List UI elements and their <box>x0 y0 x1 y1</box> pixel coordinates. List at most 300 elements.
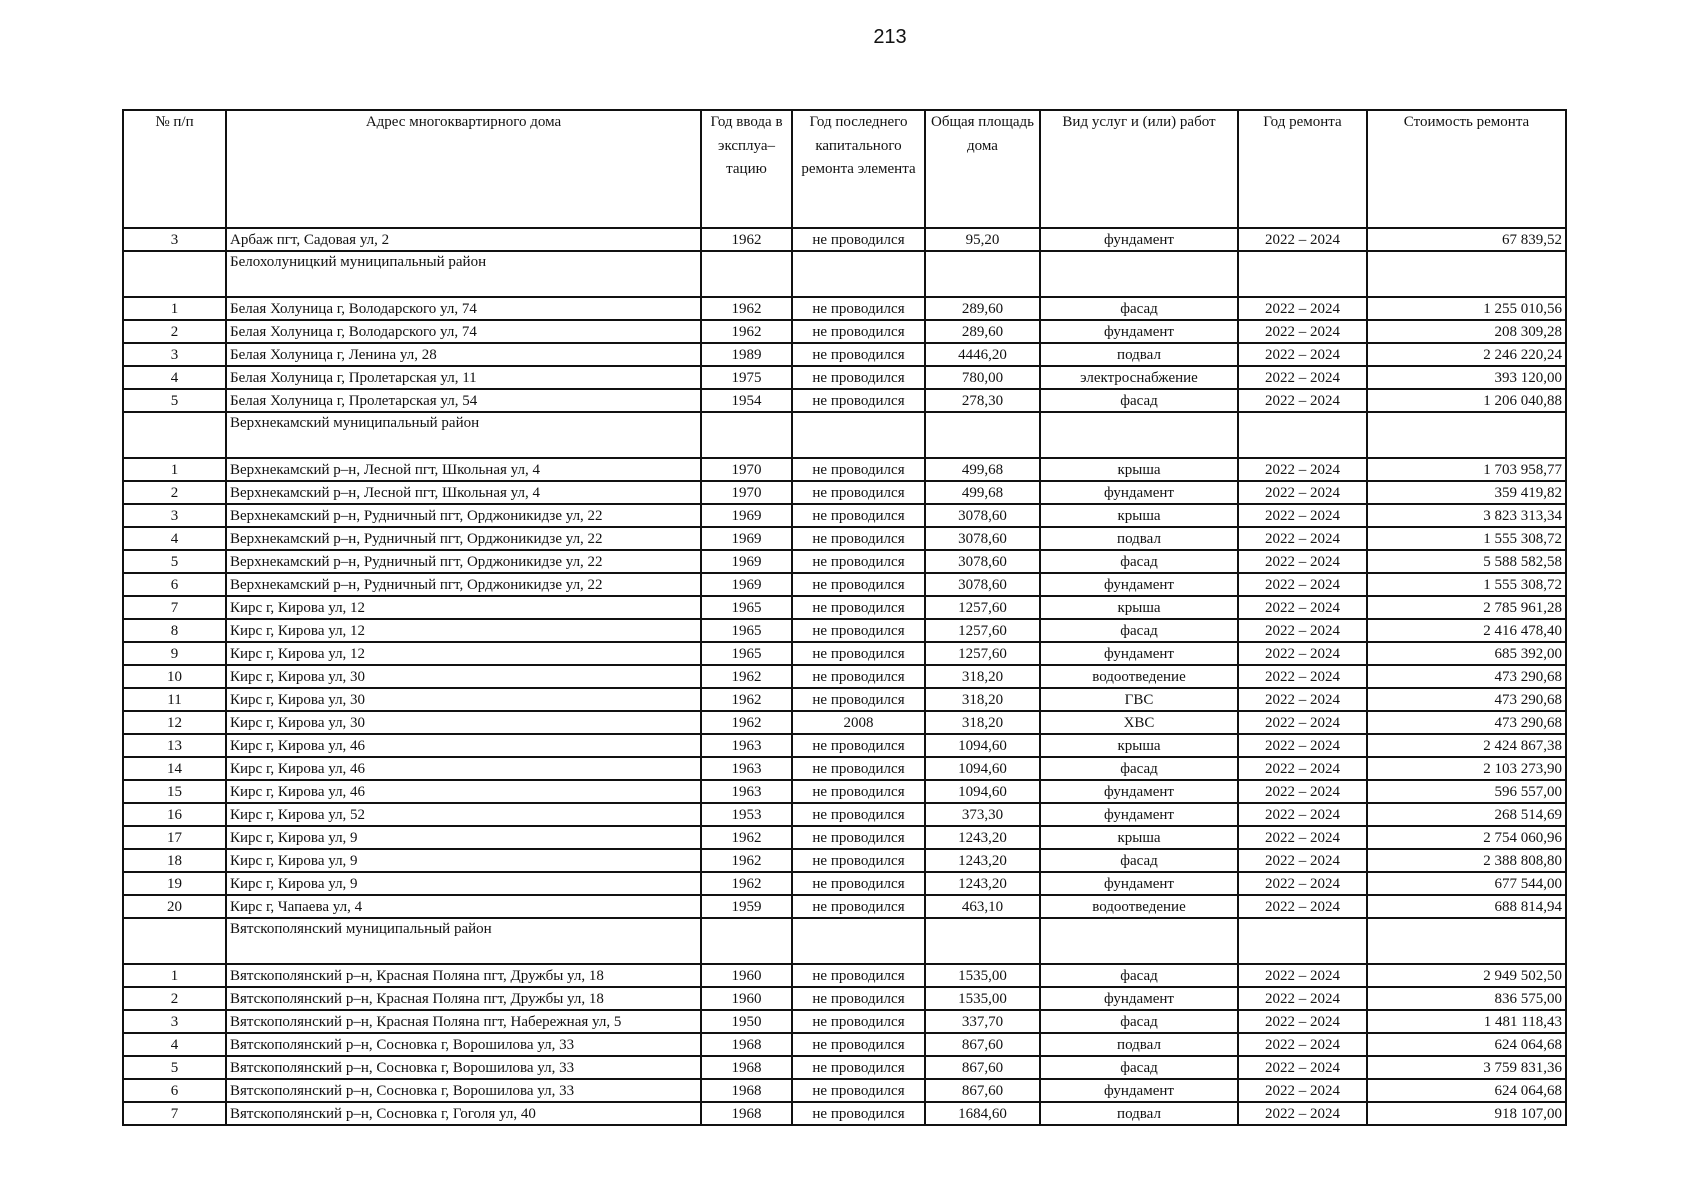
work-type-cell: фасад <box>1040 964 1238 987</box>
year-built-cell: 1963 <box>701 780 792 803</box>
row-number: 5 <box>123 1056 226 1079</box>
row-number: 8 <box>123 619 226 642</box>
area-cell: 1243,20 <box>925 872 1040 895</box>
year-built-cell: 1962 <box>701 320 792 343</box>
cost-cell: 2 103 273,90 <box>1367 757 1566 780</box>
year-built-cell: 1965 <box>701 642 792 665</box>
last-repair-cell: не проводился <box>792 1079 925 1102</box>
year-built-cell: 1969 <box>701 573 792 596</box>
row-number: 16 <box>123 803 226 826</box>
year-built-cell: 1962 <box>701 849 792 872</box>
address-cell: Кирс г, Кирова ул, 46 <box>226 780 701 803</box>
area-cell: 499,68 <box>925 458 1040 481</box>
cost-cell: 359 419,82 <box>1367 481 1566 504</box>
header-work-type: Вид услуг и (или) работ <box>1040 110 1238 228</box>
repair-period-cell: 2022 – 2024 <box>1238 688 1367 711</box>
address-cell: Вятскополянский р–н, Сосновка г, Ворошилова ул, 33 <box>226 1033 701 1056</box>
work-type-cell: подвал <box>1040 1033 1238 1056</box>
address-cell: Белая Холуница г, Пролетарская ул, 11 <box>226 366 701 389</box>
area-cell: 3078,60 <box>925 550 1040 573</box>
last-repair-cell: не проводился <box>792 642 925 665</box>
year-built-cell: 1975 <box>701 366 792 389</box>
table-row <box>123 1056 1566 1079</box>
repair-period-cell: 2022 – 2024 <box>1238 527 1367 550</box>
area-cell: 278,30 <box>925 389 1040 412</box>
repair-period-cell: 2022 – 2024 <box>1238 1102 1367 1125</box>
cost-cell: 688 814,94 <box>1367 895 1566 918</box>
empty-cell <box>701 918 792 964</box>
year-built-cell: 1960 <box>701 987 792 1010</box>
area-cell: 1094,60 <box>925 780 1040 803</box>
work-type-cell: водоотведение <box>1040 895 1238 918</box>
address-cell: Кирс г, Кирова ул, 46 <box>226 757 701 780</box>
table-row <box>123 642 1566 665</box>
year-built-cell: 1965 <box>701 619 792 642</box>
work-type-cell: фасад <box>1040 550 1238 573</box>
row-number: 15 <box>123 780 226 803</box>
address-cell: Кирс г, Кирова ул, 46 <box>226 734 701 757</box>
work-type-cell: фасад <box>1040 389 1238 412</box>
row-number: 11 <box>123 688 226 711</box>
cost-cell: 473 290,68 <box>1367 688 1566 711</box>
empty-cell <box>792 918 925 964</box>
last-repair-cell: не проводился <box>792 1010 925 1033</box>
cost-cell: 624 064,68 <box>1367 1079 1566 1102</box>
last-repair-cell: не проводился <box>792 895 925 918</box>
last-repair-cell: не проводился <box>792 481 925 504</box>
area-cell: 337,70 <box>925 1010 1040 1033</box>
last-repair-cell: не проводился <box>792 343 925 366</box>
row-number: 6 <box>123 573 226 596</box>
table-row <box>123 504 1566 527</box>
empty-cell <box>1238 251 1367 297</box>
year-built-cell: 1962 <box>701 872 792 895</box>
address-cell: Арбаж пгт, Садовая ул, 2 <box>226 228 701 251</box>
address-cell: Вятскополянский р–н, Сосновка г, Ворошилова ул, 33 <box>226 1056 701 1079</box>
year-built-cell: 1962 <box>701 711 792 734</box>
cost-cell: 67 839,52 <box>1367 228 1566 251</box>
year-built-cell: 1963 <box>701 734 792 757</box>
cost-cell: 596 557,00 <box>1367 780 1566 803</box>
empty-cell <box>1238 412 1367 458</box>
row-number: 6 <box>123 1079 226 1102</box>
district-row <box>123 251 1566 297</box>
table-row <box>123 343 1566 366</box>
area-cell: 1257,60 <box>925 642 1040 665</box>
row-number: 2 <box>123 987 226 1010</box>
table-row <box>123 228 1566 251</box>
cost-cell: 2 785 961,28 <box>1367 596 1566 619</box>
row-number: 3 <box>123 228 226 251</box>
area-cell: 4446,20 <box>925 343 1040 366</box>
cost-cell: 1 703 958,77 <box>1367 458 1566 481</box>
repair-period-cell: 2022 – 2024 <box>1238 320 1367 343</box>
last-repair-cell: не проводился <box>792 389 925 412</box>
table-row <box>123 596 1566 619</box>
address-cell: Кирс г, Кирова ул, 9 <box>226 872 701 895</box>
address-cell: Вятскополянский р–н, Сосновка г, Гоголя ул, 40 <box>226 1102 701 1125</box>
row-number: 13 <box>123 734 226 757</box>
row-number: 4 <box>123 1033 226 1056</box>
area-cell: 1535,00 <box>925 964 1040 987</box>
repair-period-cell: 2022 – 2024 <box>1238 734 1367 757</box>
table-row <box>123 987 1566 1010</box>
header-last-repair: Год последнего капитального ремонта элемента <box>792 110 925 228</box>
row-number: 12 <box>123 711 226 734</box>
empty-cell <box>1367 918 1566 964</box>
cost-cell: 3 823 313,34 <box>1367 504 1566 527</box>
work-type-cell: фасад <box>1040 297 1238 320</box>
cost-cell: 2 246 220,24 <box>1367 343 1566 366</box>
cost-cell: 685 392,00 <box>1367 642 1566 665</box>
repair-period-cell: 2022 – 2024 <box>1238 826 1367 849</box>
area-cell: 1257,60 <box>925 619 1040 642</box>
last-repair-cell: не проводился <box>792 1056 925 1079</box>
year-built-cell: 1963 <box>701 757 792 780</box>
year-built-cell: 1960 <box>701 964 792 987</box>
cost-cell: 2 949 502,50 <box>1367 964 1566 987</box>
address-cell: Верхнекамский р–н, Рудничный пгт, Орджоникидзе ул, 22 <box>226 527 701 550</box>
table-row <box>123 803 1566 826</box>
last-repair-cell: не проводился <box>792 665 925 688</box>
address-cell: Вятскополянский р–н, Красная Поляна пгт, Дружбы ул, 18 <box>226 987 701 1010</box>
area-cell: 3078,60 <box>925 573 1040 596</box>
cost-cell: 2 416 478,40 <box>1367 619 1566 642</box>
empty-cell <box>925 918 1040 964</box>
work-type-cell: фундамент <box>1040 481 1238 504</box>
table-row <box>123 573 1566 596</box>
work-type-cell: фундамент <box>1040 228 1238 251</box>
work-type-cell: фундамент <box>1040 320 1238 343</box>
table-row <box>123 366 1566 389</box>
year-built-cell: 1962 <box>701 228 792 251</box>
repair-period-cell: 2022 – 2024 <box>1238 757 1367 780</box>
address-cell: Верхнекамский р–н, Рудничный пгт, Орджоникидзе ул, 22 <box>226 573 701 596</box>
table-row <box>123 389 1566 412</box>
year-built-cell: 1969 <box>701 527 792 550</box>
area-cell: 1094,60 <box>925 734 1040 757</box>
area-cell: 499,68 <box>925 481 1040 504</box>
address-cell: Верхнекамский р–н, Рудничный пгт, Орджоникидзе ул, 22 <box>226 504 701 527</box>
address-cell: Кирс г, Кирова ул, 12 <box>226 642 701 665</box>
work-type-cell: фундамент <box>1040 872 1238 895</box>
address-cell: Белая Холуница г, Володарского ул, 74 <box>226 320 701 343</box>
empty-cell <box>701 251 792 297</box>
last-repair-cell: не проводился <box>792 596 925 619</box>
header-number: № п/п <box>123 110 226 228</box>
empty-cell <box>1040 918 1238 964</box>
work-type-cell: крыша <box>1040 458 1238 481</box>
cost-cell: 393 120,00 <box>1367 366 1566 389</box>
repair-period-cell: 2022 – 2024 <box>1238 389 1367 412</box>
empty-cell <box>1238 918 1367 964</box>
work-type-cell: фасад <box>1040 757 1238 780</box>
row-number: 5 <box>123 550 226 573</box>
last-repair-cell: не проводился <box>792 228 925 251</box>
repair-period-cell: 2022 – 2024 <box>1238 343 1367 366</box>
row-number: 19 <box>123 872 226 895</box>
area-cell: 867,60 <box>925 1056 1040 1079</box>
cost-cell: 1 555 308,72 <box>1367 573 1566 596</box>
work-type-cell: электроснабжение <box>1040 366 1238 389</box>
table-row <box>123 734 1566 757</box>
district-row <box>123 412 1566 458</box>
work-type-cell: крыша <box>1040 504 1238 527</box>
table-row <box>123 1102 1566 1125</box>
last-repair-cell: не проводился <box>792 504 925 527</box>
year-built-cell: 1962 <box>701 688 792 711</box>
area-cell: 1257,60 <box>925 596 1040 619</box>
repair-period-cell: 2022 – 2024 <box>1238 481 1367 504</box>
row-number: 20 <box>123 895 226 918</box>
table-row <box>123 780 1566 803</box>
row-number: 9 <box>123 642 226 665</box>
address-cell: Кирс г, Кирова ул, 9 <box>226 849 701 872</box>
table-row <box>123 711 1566 734</box>
address-cell: Белая Холуница г, Володарского ул, 74 <box>226 297 701 320</box>
area-cell: 463,10 <box>925 895 1040 918</box>
repair-period-cell: 2022 – 2024 <box>1238 803 1367 826</box>
header-area: Общая площадь дома <box>925 110 1040 228</box>
district-name: Вятскополянский муниципальный район <box>226 918 701 964</box>
last-repair-cell: не проводился <box>792 366 925 389</box>
district-name: Верхнекамский муниципальный район <box>226 412 701 458</box>
work-type-cell: крыша <box>1040 734 1238 757</box>
last-repair-cell: не проводился <box>792 527 925 550</box>
address-cell: Белая Холуница г, Пролетарская ул, 54 <box>226 389 701 412</box>
year-built-cell: 1968 <box>701 1056 792 1079</box>
last-repair-cell: не проводился <box>792 872 925 895</box>
repair-period-cell: 2022 – 2024 <box>1238 596 1367 619</box>
last-repair-cell: не проводился <box>792 757 925 780</box>
work-type-cell: ХВС <box>1040 711 1238 734</box>
area-cell: 318,20 <box>925 688 1040 711</box>
last-repair-cell: не проводился <box>792 1102 925 1125</box>
empty-cell <box>925 412 1040 458</box>
table-row <box>123 619 1566 642</box>
work-type-cell: фундамент <box>1040 987 1238 1010</box>
district-name: Белохолуницкий муниципальный район <box>226 251 701 297</box>
cost-cell: 473 290,68 <box>1367 665 1566 688</box>
repair-period-cell: 2022 – 2024 <box>1238 895 1367 918</box>
table-row <box>123 826 1566 849</box>
work-type-cell: фундамент <box>1040 780 1238 803</box>
repair-period-cell: 2022 – 2024 <box>1238 987 1367 1010</box>
address-cell: Кирс г, Чапаева ул, 4 <box>226 895 701 918</box>
header-address: Адрес многоквартирного дома <box>226 110 701 228</box>
last-repair-cell: не проводился <box>792 297 925 320</box>
cost-cell: 5 588 582,58 <box>1367 550 1566 573</box>
address-cell: Белая Холуница г, Ленина ул, 28 <box>226 343 701 366</box>
work-type-cell: подвал <box>1040 527 1238 550</box>
address-cell: Кирс г, Кирова ул, 30 <box>226 665 701 688</box>
year-built-cell: 1989 <box>701 343 792 366</box>
row-number: 4 <box>123 366 226 389</box>
empty-cell <box>123 918 226 964</box>
table-row <box>123 1010 1566 1033</box>
area-cell: 373,30 <box>925 803 1040 826</box>
cost-cell: 473 290,68 <box>1367 711 1566 734</box>
table-row <box>123 757 1566 780</box>
row-number: 2 <box>123 320 226 343</box>
year-built-cell: 1965 <box>701 596 792 619</box>
repair-period-cell: 2022 – 2024 <box>1238 872 1367 895</box>
address-cell: Вятскополянский р–н, Красная Поляна пгт, Набережная ул, 5 <box>226 1010 701 1033</box>
last-repair-cell: 2008 <box>792 711 925 734</box>
repair-period-cell: 2022 – 2024 <box>1238 1056 1367 1079</box>
area-cell: 867,60 <box>925 1033 1040 1056</box>
year-built-cell: 1950 <box>701 1010 792 1033</box>
cost-cell: 1 555 308,72 <box>1367 527 1566 550</box>
area-cell: 289,60 <box>925 297 1040 320</box>
address-cell: Верхнекамский р–н, Рудничный пгт, Орджоникидзе ул, 22 <box>226 550 701 573</box>
row-number: 2 <box>123 481 226 504</box>
last-repair-cell: не проводился <box>792 849 925 872</box>
table-row <box>123 550 1566 573</box>
repair-registry-table <box>122 109 1567 1126</box>
year-built-cell: 1953 <box>701 803 792 826</box>
row-number: 7 <box>123 596 226 619</box>
area-cell: 318,20 <box>925 711 1040 734</box>
area-cell: 1243,20 <box>925 826 1040 849</box>
empty-cell <box>1040 412 1238 458</box>
year-built-cell: 1969 <box>701 504 792 527</box>
area-cell: 867,60 <box>925 1079 1040 1102</box>
cost-cell: 1 255 010,56 <box>1367 297 1566 320</box>
header-cost: Стоимость ремонта <box>1367 110 1566 228</box>
year-built-cell: 1969 <box>701 550 792 573</box>
empty-cell <box>792 412 925 458</box>
area-cell: 95,20 <box>925 228 1040 251</box>
year-built-cell: 1962 <box>701 297 792 320</box>
row-number: 18 <box>123 849 226 872</box>
area-cell: 1684,60 <box>925 1102 1040 1125</box>
work-type-cell: подвал <box>1040 343 1238 366</box>
repair-period-cell: 2022 – 2024 <box>1238 780 1367 803</box>
area-cell: 1094,60 <box>925 757 1040 780</box>
last-repair-cell: не проводился <box>792 734 925 757</box>
work-type-cell: фундамент <box>1040 642 1238 665</box>
repair-period-cell: 2022 – 2024 <box>1238 642 1367 665</box>
empty-cell <box>123 251 226 297</box>
area-cell: 3078,60 <box>925 504 1040 527</box>
empty-cell <box>792 251 925 297</box>
cost-cell: 3 759 831,36 <box>1367 1056 1566 1079</box>
row-number: 7 <box>123 1102 226 1125</box>
area-cell: 318,20 <box>925 665 1040 688</box>
repair-period-cell: 2022 – 2024 <box>1238 1033 1367 1056</box>
repair-period-cell: 2022 – 2024 <box>1238 550 1367 573</box>
last-repair-cell: не проводился <box>792 964 925 987</box>
table-row <box>123 458 1566 481</box>
address-cell: Верхнекамский р–н, Лесной пгт, Школьная ул, 4 <box>226 481 701 504</box>
table-row <box>123 665 1566 688</box>
year-built-cell: 1968 <box>701 1033 792 1056</box>
row-number: 5 <box>123 389 226 412</box>
area-cell: 289,60 <box>925 320 1040 343</box>
table-row <box>123 527 1566 550</box>
page-number: 213 <box>873 26 907 48</box>
repair-period-cell: 2022 – 2024 <box>1238 1079 1367 1102</box>
repair-period-cell: 2022 – 2024 <box>1238 1010 1367 1033</box>
repair-period-cell: 2022 – 2024 <box>1238 504 1367 527</box>
work-type-cell: фасад <box>1040 1056 1238 1079</box>
year-built-cell: 1954 <box>701 389 792 412</box>
row-number: 3 <box>123 1010 226 1033</box>
cost-cell: 268 514,69 <box>1367 803 1566 826</box>
repair-period-cell: 2022 – 2024 <box>1238 573 1367 596</box>
area-cell: 1243,20 <box>925 849 1040 872</box>
empty-cell <box>1367 251 1566 297</box>
repair-period-cell: 2022 – 2024 <box>1238 297 1367 320</box>
repair-period-cell: 2022 – 2024 <box>1238 964 1367 987</box>
year-built-cell: 1968 <box>701 1102 792 1125</box>
cost-cell: 2 424 867,38 <box>1367 734 1566 757</box>
area-cell: 1535,00 <box>925 987 1040 1010</box>
address-cell: Вятскополянский р–н, Сосновка г, Ворошилова ул, 33 <box>226 1079 701 1102</box>
work-type-cell: ГВС <box>1040 688 1238 711</box>
last-repair-cell: не проводился <box>792 780 925 803</box>
row-number: 17 <box>123 826 226 849</box>
table-row <box>123 895 1566 918</box>
row-number: 1 <box>123 458 226 481</box>
year-built-cell: 1968 <box>701 1079 792 1102</box>
last-repair-cell: не проводился <box>792 688 925 711</box>
last-repair-cell: не проводился <box>792 619 925 642</box>
header-repair-period: Год ремонта <box>1238 110 1367 228</box>
repair-period-cell: 2022 – 2024 <box>1238 849 1367 872</box>
work-type-cell: крыша <box>1040 596 1238 619</box>
cost-cell: 1 206 040,88 <box>1367 389 1566 412</box>
table-row <box>123 849 1566 872</box>
address-cell: Кирс г, Кирова ул, 9 <box>226 826 701 849</box>
work-type-cell: фундамент <box>1040 573 1238 596</box>
area-cell: 3078,60 <box>925 527 1040 550</box>
table-body <box>123 228 1566 1125</box>
address-cell: Кирс г, Кирова ул, 12 <box>226 619 701 642</box>
district-row <box>123 918 1566 964</box>
last-repair-cell: не проводился <box>792 458 925 481</box>
table-row <box>123 481 1566 504</box>
row-number: 3 <box>123 504 226 527</box>
work-type-cell: фундамент <box>1040 803 1238 826</box>
work-type-cell: крыша <box>1040 826 1238 849</box>
table-header-row <box>123 110 1566 228</box>
table-row <box>123 688 1566 711</box>
table-row <box>123 297 1566 320</box>
work-type-cell: фасад <box>1040 849 1238 872</box>
address-cell: Верхнекамский р–н, Лесной пгт, Школьная ул, 4 <box>226 458 701 481</box>
last-repair-cell: не проводился <box>792 803 925 826</box>
address-cell: Вятскополянский р–н, Красная Поляна пгт, Дружбы ул, 18 <box>226 964 701 987</box>
repair-period-cell: 2022 – 2024 <box>1238 665 1367 688</box>
last-repair-cell: не проводился <box>792 1033 925 1056</box>
year-built-cell: 1970 <box>701 458 792 481</box>
cost-cell: 2 754 060,96 <box>1367 826 1566 849</box>
last-repair-cell: не проводился <box>792 550 925 573</box>
cost-cell: 1 481 118,43 <box>1367 1010 1566 1033</box>
table-row <box>123 1033 1566 1056</box>
year-built-cell: 1959 <box>701 895 792 918</box>
repair-period-cell: 2022 – 2024 <box>1238 366 1367 389</box>
work-type-cell: водоотведение <box>1040 665 1238 688</box>
cost-cell: 836 575,00 <box>1367 987 1566 1010</box>
table-row <box>123 1079 1566 1102</box>
address-cell: Кирс г, Кирова ул, 12 <box>226 596 701 619</box>
cost-cell: 677 544,00 <box>1367 872 1566 895</box>
table-row <box>123 320 1566 343</box>
year-built-cell: 1962 <box>701 826 792 849</box>
